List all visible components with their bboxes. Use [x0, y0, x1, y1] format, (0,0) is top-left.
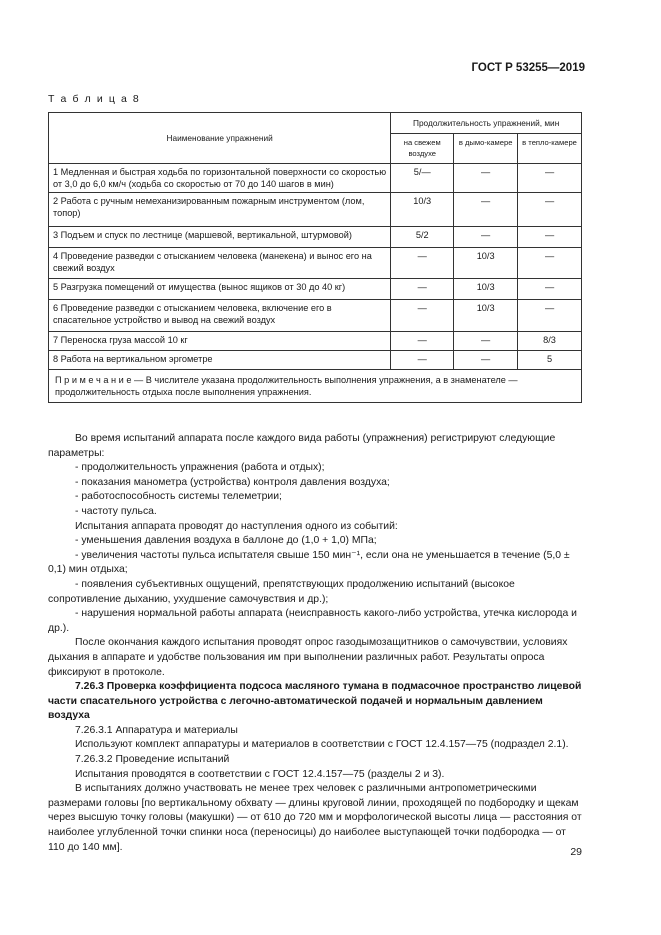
value-fresh-air: 5/2 — [391, 227, 454, 248]
value-heat-chamber: — — [518, 248, 582, 279]
page-number: 29 — [570, 846, 582, 858]
value-fresh-air: — — [391, 332, 454, 351]
value-heat-chamber: 5 — [518, 351, 582, 370]
section-heading: 7.26.3 Проверка коэффициента подсоса масляного тумана в подмасочное пространство лицевой части спасательного устройства с легочно-автоматической подачей и нормальным давлением воздуха — [48, 681, 582, 722]
exercise-name: 6 Проведение разведки с отысканием человека, включение его в спасательное устройство и вывод на свежий воздух — [49, 300, 391, 332]
body-text — [48, 432, 582, 855]
paragraph: Во время испытаний аппарата после каждого вида работы (упражнения) регистрируют следующие параметры: — [48, 433, 556, 459]
value-fresh-air: — — [391, 248, 454, 279]
table-row — [49, 332, 582, 351]
header-exercise-name: Наименование упражнений — [49, 113, 391, 164]
value-smoke-chamber: — — [454, 164, 518, 193]
table-note: П р и м е ч а н и е — В числителе указана продолжительность выполнения упражнения, а в знаменателе — продолжительность отдыха после выполнения упражнения. — [49, 370, 582, 403]
subsection-heading: 7.26.3.1 Аппаратура и материалы — [75, 724, 238, 736]
value-smoke-chamber: — — [454, 351, 518, 370]
value-heat-chamber: — — [518, 227, 582, 248]
header-smoke-chamber: в дымо-камере — [454, 134, 518, 164]
value-heat-chamber: — — [518, 279, 582, 300]
subsection-heading: 7.26.3.2 Проведение испытаний — [75, 754, 230, 766]
value-smoke-chamber: 10/3 — [454, 279, 518, 300]
value-fresh-air: — — [391, 279, 454, 300]
exercise-name: 3 Подъем и спуск по лестнице (маршевой, вертикальной, штурмовой) — [49, 227, 391, 248]
value-smoke-chamber: 10/3 — [454, 248, 518, 279]
header-heat-chamber: в тепло-камере — [518, 134, 582, 164]
value-heat-chamber: 8/3 — [518, 332, 582, 351]
value-fresh-air: 10/3 — [391, 193, 454, 227]
header-duration: Продолжительность упражнений, мин — [391, 113, 582, 134]
value-smoke-chamber: — — [454, 332, 518, 351]
value-fresh-air: — — [391, 351, 454, 370]
value-smoke-chamber: — — [454, 193, 518, 227]
paragraph: Используют комплект аппаратуры и материалов в соответствии с ГОСТ 12.4.157—75 (подраздел 2.1). — [75, 739, 569, 751]
table-note-row — [49, 370, 582, 403]
list-item: - появления субъективных ощущений, препятствующих продолжению испытаний (высокое сопротивление дыханию, ухудшение самочувствия и др.); — [48, 578, 515, 605]
paragraph: Испытания аппарата проводят до наступления одного из событий: — [75, 520, 398, 532]
paragraph: В испытаниях должно участвовать не менее трех человек с различными антропометрическими размерами головы [по вертикальному обхвату — длины круговой линии, проходящей по подбородку и щекам через высшую точку головы (макушки) — от 610 до 720 мм и морфологической высоты лица — расстояния от наиболее углубленной точки спинки носа (переносицы) до наиболее выступающей точки подбородка — от 110 до 140 мм]. — [48, 783, 582, 853]
list-item: - увеличения частоты пульса испытателя свыше 150 мин⁻¹, если она не уменьшается в течение (5,0 ± 0,1) мин отдыха; — [48, 549, 570, 576]
table-row — [49, 227, 582, 248]
table-header-row — [49, 113, 582, 134]
exercise-name: 2 Работа с ручным немеханизированным пожарным инструментом (лом, топор) — [49, 193, 391, 227]
table-row — [49, 164, 582, 193]
list-item: - показания манометра (устройства) контроля давления воздуха; — [75, 476, 390, 488]
list-item: - частоту пульса. — [75, 505, 157, 517]
list-item: - нарушения нормальной работы аппарата (неисправность какого-либо устройства, утечка кислорода и др.). — [48, 608, 577, 634]
table-row — [49, 300, 582, 332]
exercise-name: 8 Работа на вертикальном эргометре — [49, 351, 391, 370]
paragraph: Испытания проводятся в соответствии с ГОСТ 12.4.157—75 (разделы 2 и 3). — [75, 768, 445, 780]
exercise-name: 1 Медленная и быстрая ходьба по горизонтальной поверхности со скоростью от 3,0 до 6,0 км/ч (ходьба со скоростью от 70 до 140 шагов в мин) — [49, 164, 391, 193]
value-heat-chamber: — — [518, 300, 582, 332]
list-item: - уменьшения давления воздуха в баллоне до (1,0 + 1,0) МПа; — [75, 535, 377, 547]
list-item: - продолжительность упражнения (работа и отдых); — [75, 462, 325, 474]
table-caption: Т а б л и ц а 8 — [48, 93, 141, 105]
list-item: - работоспособность системы телеметрии; — [75, 491, 282, 503]
table-row — [49, 193, 582, 227]
exercise-table — [48, 112, 582, 403]
exercise-name: 4 Проведение разведки с отысканием человека (манекена) и вынос его на свежий воздух — [49, 248, 391, 279]
exercise-name: 5 Разгрузка помещений от имущества (вынос ящиков от 30 до 40 кг) — [49, 279, 391, 300]
table-row — [49, 279, 582, 300]
value-heat-chamber: — — [518, 164, 582, 193]
value-smoke-chamber: 10/3 — [454, 300, 518, 332]
paragraph: После окончания каждого испытания проводят опрос газодымозащитников о самочувствии, условиях дыхания в аппарате и удобстве пользования им при выполнении различных работ. Результаты опроса фиксируют в протоколе. — [48, 637, 568, 678]
table-row — [49, 248, 582, 279]
exercise-name: 7 Переноска груза массой 10 кг — [49, 332, 391, 351]
standard-number: ГОСТ Р 53255—2019 — [471, 62, 585, 74]
header-fresh-air: на свежем воздухе — [391, 134, 454, 164]
value-fresh-air: — — [391, 300, 454, 332]
value-smoke-chamber: — — [454, 227, 518, 248]
value-fresh-air: 5/— — [391, 164, 454, 193]
value-heat-chamber: — — [518, 193, 582, 227]
table-row — [49, 351, 582, 370]
